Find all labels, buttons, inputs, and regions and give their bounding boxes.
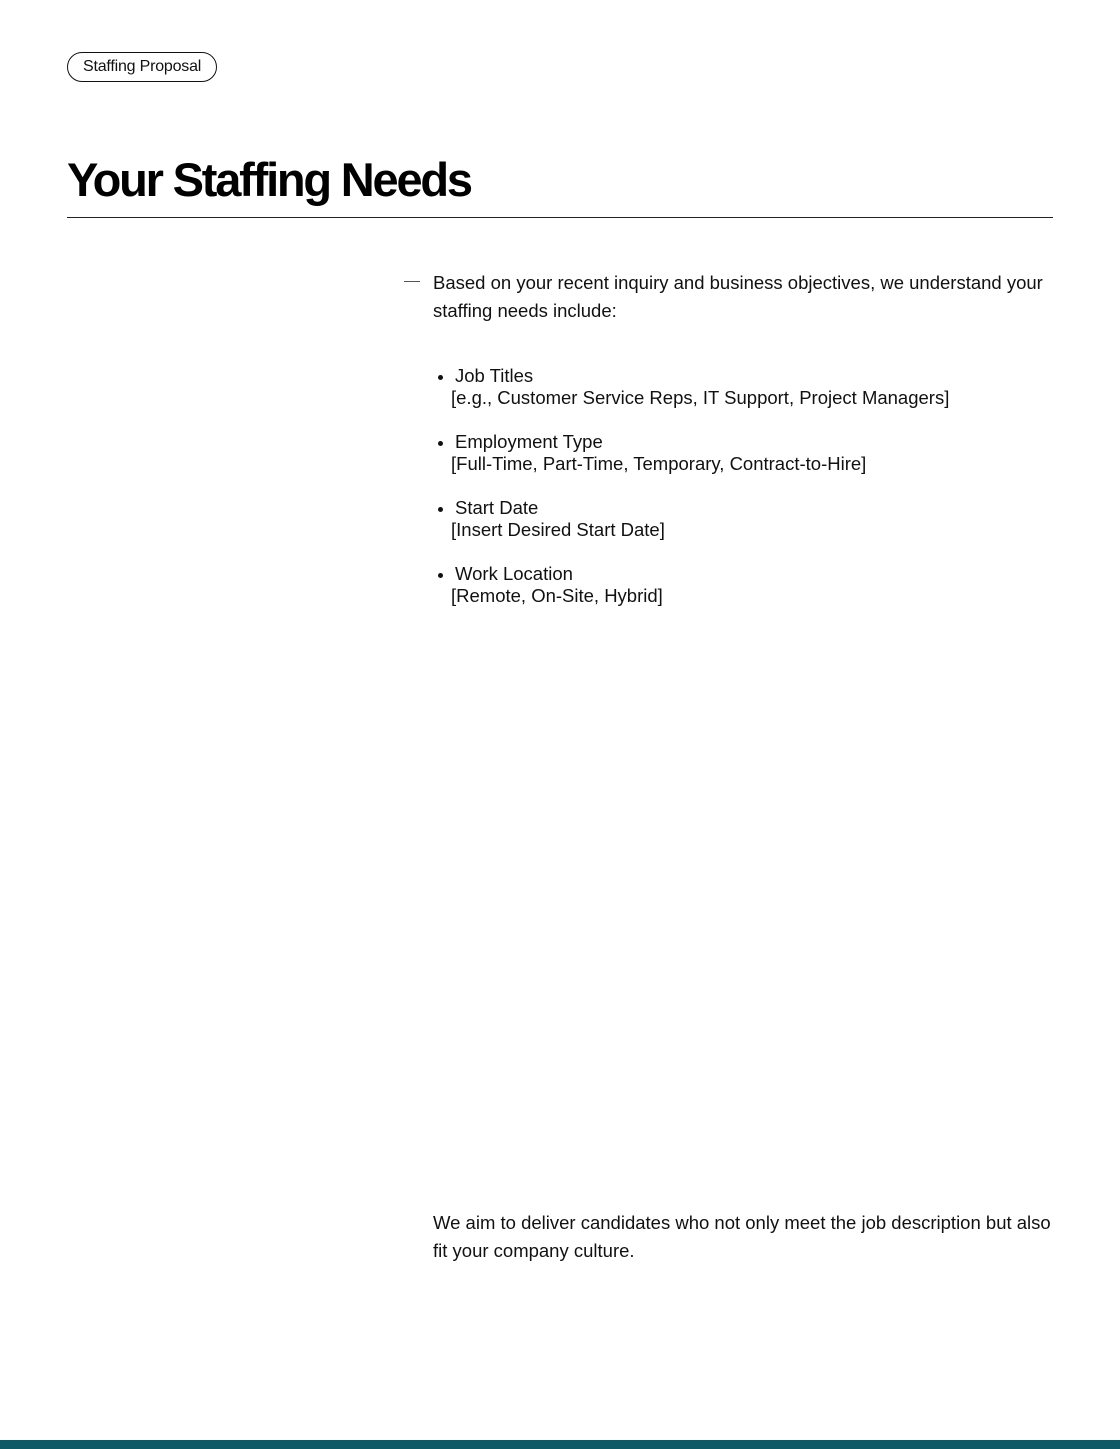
need-label: Job Titles [455,365,534,386]
list-item-start-date [433,496,1053,562]
bullet-icon [438,441,443,446]
bullet-icon [438,507,443,512]
bullet-icon [438,375,443,380]
need-label: Start Date [455,497,539,518]
list-item-work-location [433,562,1053,628]
list-item-job-titles [433,364,1053,430]
staffing-proposal-tag-label: Staffing Proposal [83,58,202,75]
intro-dash-marker [404,281,420,282]
need-value: [Remote, On-Site, Hybrid] [451,585,663,606]
list-item-employment-type [433,430,1053,496]
need-value: [Insert Desired Start Date] [451,519,665,540]
need-label: Employment Type [455,431,603,452]
bullet-icon [438,573,443,578]
page-title: Your Staffing Needs [67,153,471,206]
closing-paragraph: We aim to deliver candidates who not only meet the job description but also fit your company culture. [433,1212,1051,1261]
staffing-proposal-tag [67,52,217,82]
title-divider [67,217,1053,218]
staffing-needs-list [433,364,1053,628]
footer-accent-bar [0,1440,1120,1449]
intro-paragraph: Based on your recent inquiry and business objectives, we understand your staffing needs include: [433,272,1043,321]
need-value: [Full-Time, Part-Time, Temporary, Contract-to-Hire] [451,453,867,474]
need-label: Work Location [455,563,573,584]
need-value: [e.g., Customer Service Reps, IT Support, Project Managers] [451,387,950,408]
